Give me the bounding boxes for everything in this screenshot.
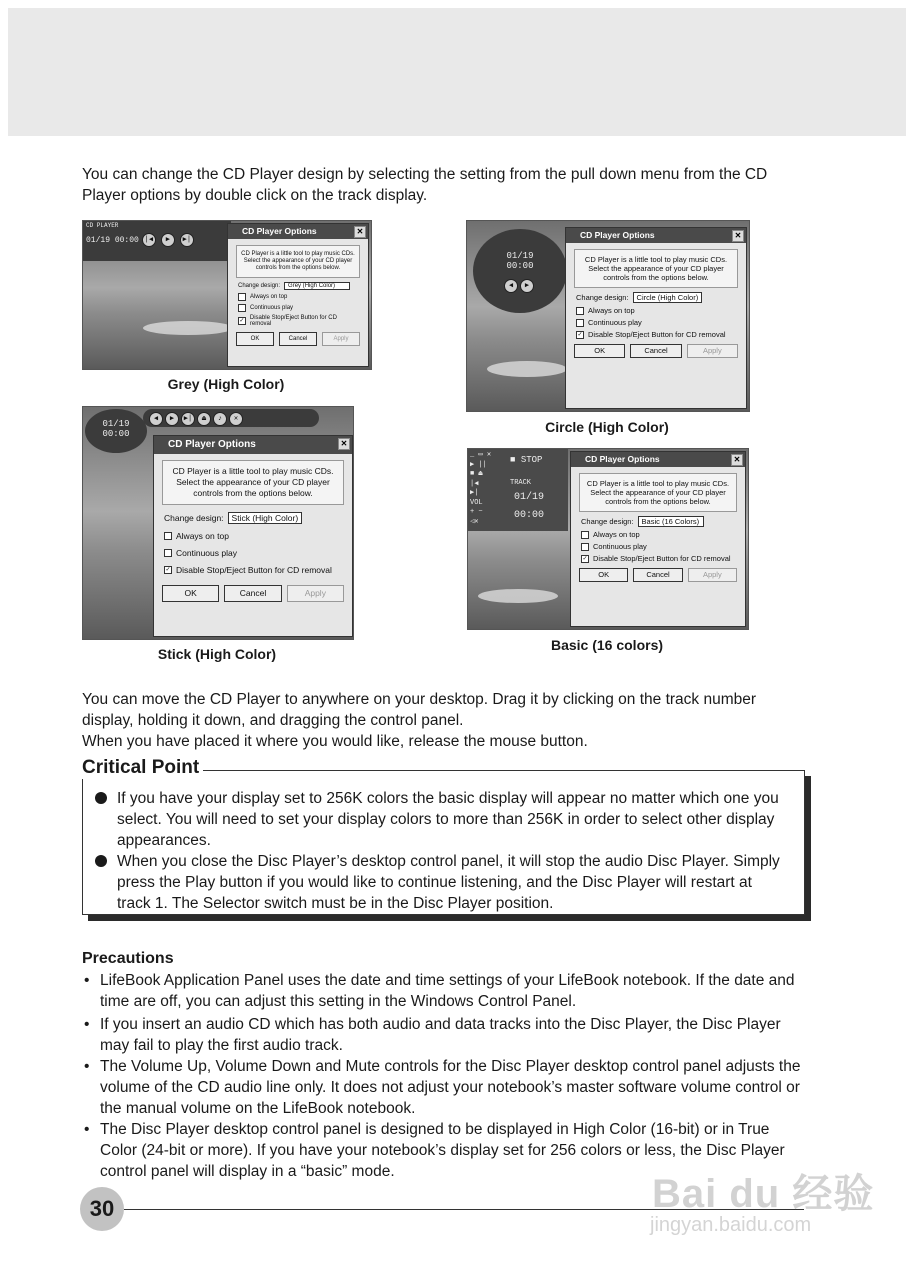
play-pause-icon[interactable]: ▶ bbox=[165, 412, 179, 426]
disable-stop-eject-label: Disable Stop/Eject Button for CD removal bbox=[588, 330, 726, 339]
cd-player-options-dialog bbox=[570, 451, 746, 627]
apply-button[interactable]: Apply bbox=[687, 344, 738, 358]
watermark-logo: Bai du 经验 bbox=[652, 1172, 875, 1216]
continuous-play-label: Continuous play bbox=[250, 305, 294, 311]
bullet-icon bbox=[95, 855, 107, 867]
caption-basic: Basic (16 colors) bbox=[550, 637, 664, 653]
disable-stop-eject-checkbox[interactable]: ✓ bbox=[239, 318, 245, 324]
precaution-item: • The Disc Player desktop control panel is designed to be displayed in High Color (16-bit) or in True Color (24-bit or more). If you have your notebook’s display set for 256 colors or less, the Disc Player control panel will display in a “basic” mode. bbox=[84, 1121, 785, 1180]
apply-button[interactable]: Apply bbox=[688, 568, 737, 582]
cd-player-options-dialog bbox=[153, 435, 353, 637]
caption-grey: Grey (High Color) bbox=[167, 376, 285, 392]
disable-stop-eject-checkbox[interactable]: ✓ bbox=[577, 331, 583, 338]
cd-player-options-dialog bbox=[565, 227, 747, 409]
track-display[interactable]: 01/19 00:00 bbox=[102, 419, 130, 439]
move-paragraph: You can move the CD Player to anywhere on your desktop. Drag it by clicking on the track number display, holding it down, and dragging the control panel. bbox=[82, 691, 757, 729]
precaution-item: • The Volume Up, Volume Down and Mute controls for the Disc Player desktop control panel adjusts the volume of the CD audio line only. It does not adjust your notebook’s master software volume control or the manual volume on the LifeBook notebook. bbox=[84, 1058, 801, 1117]
dialog-title: CD Player Options bbox=[585, 454, 660, 464]
continuous-play-label: Continuous play bbox=[176, 548, 237, 558]
next-icon[interactable]: ▶| bbox=[181, 412, 195, 426]
dialog-title: CD Player Options bbox=[242, 226, 317, 236]
continuous-play-checkbox[interactable] bbox=[581, 543, 589, 551]
precaution-item: • LifeBook Application Panel uses the date and time settings of your LifeBook notebook. If the date and time are off, you can adjust this setting in the Windows Control Panel. bbox=[84, 972, 795, 1010]
window-controls-icon[interactable]: _ ▭ ✕ bbox=[470, 451, 492, 459]
apply-button[interactable]: Apply bbox=[322, 332, 360, 346]
player-title: CD PLAYER bbox=[86, 222, 119, 229]
always-on-top-label: Always on top bbox=[176, 531, 229, 541]
close-icon[interactable]: ✕ bbox=[732, 230, 744, 242]
cancel-button[interactable]: Cancel bbox=[224, 585, 281, 602]
continuous-play-checkbox[interactable] bbox=[164, 549, 172, 557]
play-pause-icon[interactable]: ▶ bbox=[161, 233, 175, 247]
figure-stick-screenshot bbox=[82, 406, 354, 640]
track-display[interactable]: 01/19 00:00 bbox=[86, 235, 139, 245]
volume-icon[interactable]: ♪ bbox=[213, 412, 227, 426]
design-select[interactable]: Circle (High Color) bbox=[633, 292, 703, 303]
vol-label: VOL bbox=[470, 498, 483, 507]
close-icon[interactable]: ✕ bbox=[731, 454, 743, 466]
cd-player-options-dialog bbox=[227, 223, 369, 367]
disable-stop-eject-label: Disable Stop/Eject Button for CD removal bbox=[593, 554, 731, 563]
critical-point-box bbox=[82, 770, 805, 915]
prev-icon[interactable]: ◀ bbox=[504, 279, 518, 293]
release-paragraph: When you have placed it where you would like, release the mouse button. bbox=[82, 733, 588, 750]
change-design-label: Change design: bbox=[581, 517, 634, 526]
close-icon[interactable]: ✕ bbox=[338, 438, 350, 450]
prev-icon[interactable]: |◀ bbox=[470, 479, 479, 488]
track-display[interactable]: 01/19 00:00 bbox=[506, 251, 534, 271]
continuous-play-checkbox[interactable] bbox=[576, 319, 584, 327]
always-on-top-label: Always on top bbox=[588, 306, 635, 315]
always-on-top-checkbox[interactable] bbox=[238, 293, 246, 301]
continuous-play-checkbox[interactable] bbox=[238, 304, 246, 312]
play-pause-icon[interactable]: ▶ || bbox=[470, 460, 487, 469]
dialog-description: CD Player is a little tool to play music CDs. Select the appearance of your CD player controls from the options below. bbox=[236, 245, 360, 278]
always-on-top-checkbox[interactable] bbox=[164, 532, 172, 540]
disable-stop-eject-checkbox[interactable]: ✓ bbox=[582, 555, 588, 562]
caption-stick: Stick (High Color) bbox=[157, 646, 277, 662]
apply-button[interactable]: Apply bbox=[287, 585, 344, 602]
stop-eject-icon[interactable]: ■ ⏏ bbox=[470, 470, 483, 478]
basic-control-column bbox=[470, 451, 504, 527]
next-icon[interactable]: ▶| bbox=[180, 233, 194, 247]
disable-stop-eject-label: Disable Stop/Eject Button for CD removal bbox=[249, 315, 337, 327]
dialog-description: CD Player is a little tool to play music CDs. Select the appearance of your CD player controls from the options below. bbox=[574, 249, 738, 288]
cd-player-grey bbox=[83, 221, 231, 261]
mute-icon[interactable]: ✕ bbox=[229, 412, 243, 426]
disable-stop-eject-checkbox[interactable]: ✓ bbox=[165, 567, 171, 573]
dialog-description: CD Player is a little tool to play music CDs. Select the appearance of your CD player controls from the options below. bbox=[579, 473, 737, 512]
change-design-label: Change design: bbox=[164, 513, 224, 523]
always-on-top-checkbox[interactable] bbox=[581, 531, 589, 539]
cancel-button[interactable]: Cancel bbox=[633, 568, 682, 582]
figure-grey-screenshot bbox=[82, 220, 372, 370]
change-design-label: Change design: bbox=[576, 293, 629, 302]
figure-basic-screenshot bbox=[467, 448, 749, 630]
dialog-description: CD Player is a little tool to play music CDs. Select the appearance of your CD player controls from the options below. bbox=[162, 460, 344, 505]
bullet-icon bbox=[95, 792, 107, 804]
prev-icon[interactable]: ◀ bbox=[149, 412, 163, 426]
always-on-top-label: Always on top bbox=[593, 530, 640, 539]
next-icon[interactable]: ▶| bbox=[470, 489, 479, 497]
ok-button[interactable]: OK bbox=[579, 568, 628, 582]
volume-icon[interactable]: + − bbox=[470, 508, 483, 516]
caption-circle: Circle (High Color) bbox=[545, 419, 669, 435]
cd-player-stick bbox=[85, 409, 147, 453]
always-on-top-label: Always on top bbox=[250, 294, 288, 300]
stop-status: ■ STOP bbox=[510, 455, 543, 465]
design-select[interactable]: Basic (16 Colors) bbox=[638, 516, 704, 527]
header-band bbox=[8, 8, 906, 136]
critical-item-2: When you close the Disc Player’s desktop control panel, it will stop the audio Disc Player. Simply press the Play button if you would like to continue listening, and the Disc Player will restart at track 1. The Selector switch must be in the Disc Player position. bbox=[117, 853, 780, 912]
always-on-top-checkbox[interactable] bbox=[576, 307, 584, 315]
cd-player-basic bbox=[468, 449, 568, 531]
design-select[interactable]: Stick (High Color) bbox=[228, 512, 303, 524]
disable-stop-eject-label: Disable Stop/Eject Button for CD removal bbox=[176, 565, 332, 575]
prev-icon[interactable]: |◀ bbox=[142, 233, 156, 247]
ok-button[interactable]: OK bbox=[162, 585, 219, 602]
precautions-title: Precautions bbox=[82, 950, 174, 967]
play-pause-icon[interactable]: ▶ bbox=[520, 279, 534, 293]
page-number: 30 bbox=[80, 1187, 124, 1231]
ok-button[interactable]: OK bbox=[236, 332, 274, 346]
continuous-play-label: Continuous play bbox=[588, 318, 642, 327]
eject-icon[interactable]: ⏏ bbox=[197, 412, 211, 426]
continuous-play-label: Continuous play bbox=[593, 542, 647, 551]
design-select[interactable]: Grey (High Color) bbox=[284, 282, 350, 290]
ok-button[interactable]: OK bbox=[574, 344, 625, 358]
precaution-item: • If you insert an audio CD which has both audio and data tracks into the Disc Player, the Disc Player may fail to play the first audio track. bbox=[84, 1016, 781, 1054]
change-design-label: Change design: bbox=[238, 283, 281, 289]
cd-player-circle bbox=[473, 229, 567, 313]
watermark-url: jingyan.baidu.com bbox=[650, 1214, 812, 1236]
intro-paragraph: You can change the CD Player design by selecting the setting from the pull down menu from the CD Player options by double click on the track display. bbox=[82, 166, 768, 204]
close-icon[interactable]: ✕ bbox=[354, 226, 366, 238]
cancel-button[interactable]: Cancel bbox=[630, 344, 681, 358]
track-display[interactable]: 01/19 00:00 bbox=[514, 492, 545, 521]
critical-point-title: Critical Point bbox=[82, 757, 203, 779]
dialog-title: CD Player Options bbox=[168, 439, 256, 450]
figure-circle-screenshot bbox=[466, 220, 750, 412]
dialog-title: CD Player Options bbox=[580, 230, 655, 240]
mute-icon[interactable]: ◁✕ bbox=[470, 517, 479, 526]
stick-controls bbox=[143, 409, 319, 427]
critical-item-1: If you have your display set to 256K colors the basic display will appear no matter which one you select. You will need to set your display colors to more than 256K in order to select other display appearances. bbox=[117, 790, 779, 849]
track-label: TRACK bbox=[510, 479, 532, 487]
cancel-button[interactable]: Cancel bbox=[279, 332, 317, 346]
